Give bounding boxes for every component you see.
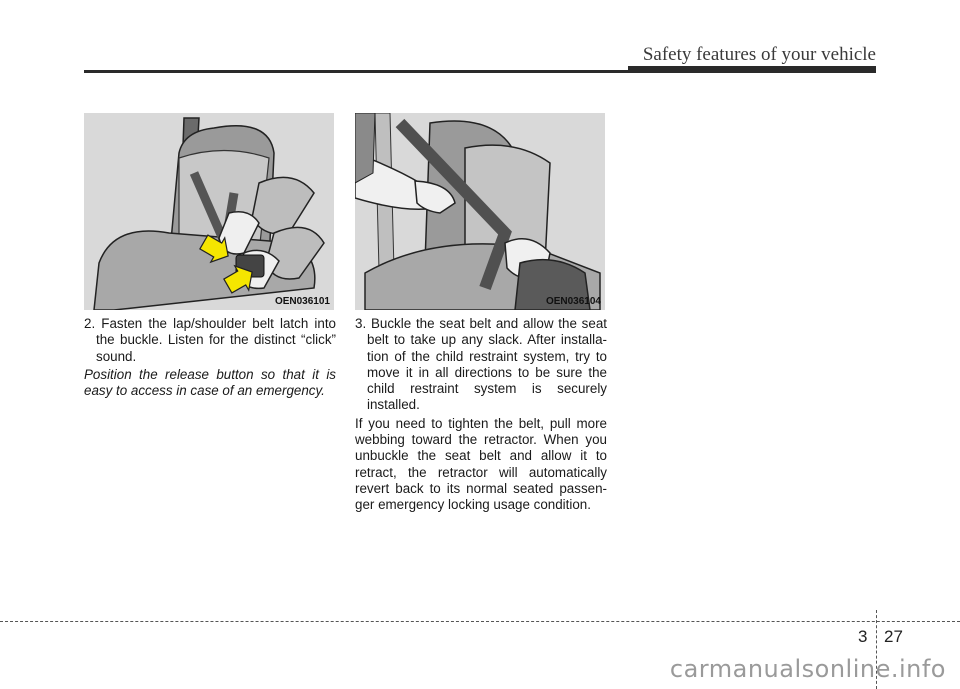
figure-latch-belt <box>84 113 334 310</box>
note-text: Position the release button so that it is easy to access in case of an emergency. <box>84 366 336 399</box>
watermark: carmanualsonline.info <box>669 655 946 683</box>
seat-belt-latch-illustration <box>84 113 334 310</box>
seat-belt-tighten-illustration <box>355 113 605 310</box>
chapter-number: 3 <box>858 627 868 646</box>
step-3-text: 3. Buckle the seat belt and allow the seat belt to take up any slack. After installa-tion of the child restraint system, try to move it in all directions to be sure the child restraint system is securely installed. <box>355 316 607 413</box>
left-column <box>84 316 336 401</box>
right-column <box>355 316 607 516</box>
footer-rule <box>0 621 960 622</box>
step-2-text: 2. Fasten the lap/shoulder belt latch into the buckle. Listen for the distinct “click” sound. <box>84 316 336 364</box>
section-title: Safety features of your vehicle <box>642 44 876 65</box>
figure-code: OEN036101 <box>274 296 330 307</box>
figure-code: OEN036104 <box>545 296 601 307</box>
header-rule-accent <box>628 66 876 73</box>
figure-tighten-belt <box>355 113 605 310</box>
page-number: 27 <box>884 627 903 646</box>
tighten-paragraph: If you need to tighten the belt, pull more webbing toward the retractor. When you unbuckle the seat belt and allow it to retract, the retractor will automatically revert back to its normal seated passen-ger emergency locking usage condition. <box>355 415 607 513</box>
